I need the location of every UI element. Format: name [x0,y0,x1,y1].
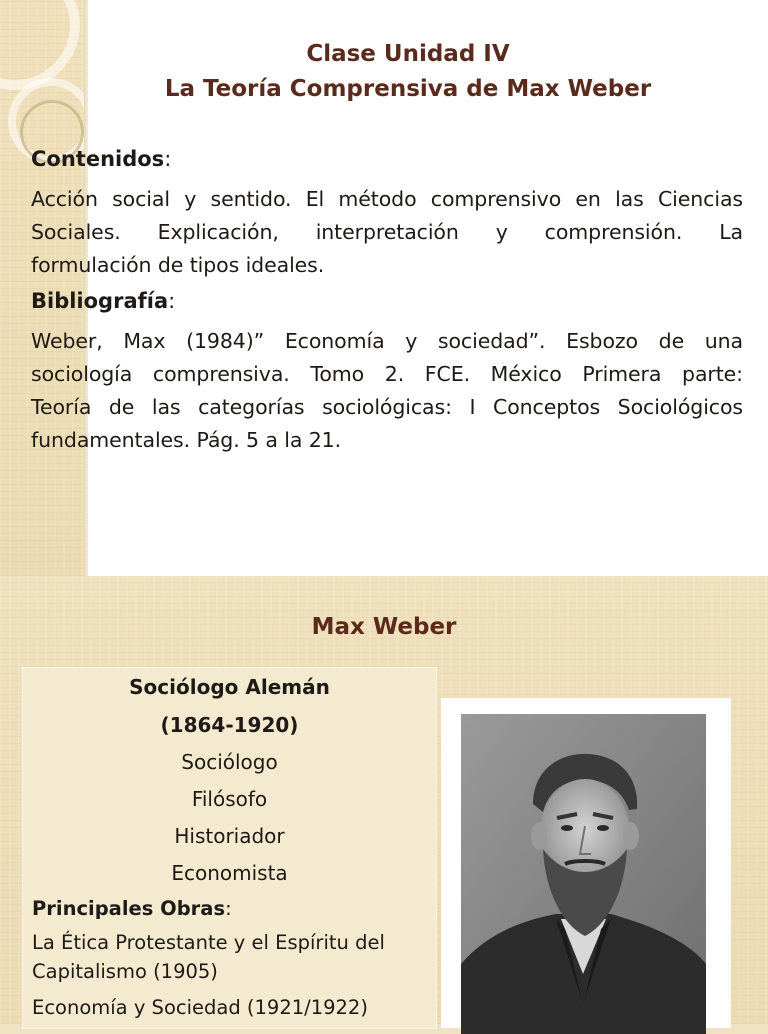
bibliografia-line: sociología comprensiva. Tomo 2. FCE. México Primera parte: [31,362,743,386]
bibliografia-line: Teoría de las categorías sociológicas: I Conceptos Sociológicos [31,395,743,419]
bibliografia-label: Bibliografía [31,289,169,313]
bibliografia-text [31,325,743,457]
biography-heading: Sociólogo Alemán [129,675,330,699]
contenidos-line: Sociales. Explicación, interpretación y comprensión. La [31,220,743,244]
slide-2 [0,576,768,1024]
bibliografia-line: Weber, Max (1984)” Economía y sociedad”. Esbozo de una [31,329,743,353]
role-item: Sociólogo [181,750,278,774]
slide-2-title: Max Weber [311,614,457,640]
portrait-frame [441,698,731,1028]
biography-box [22,667,437,1029]
contenidos-heading: Contenidos: [31,147,172,171]
slide-title-line-1: Clase Unidad IV [306,41,510,67]
obras-label: Principales Obras [32,897,226,920]
obra-item: La Ética Protestante y el Espíritu del Capitalismo (1905) [32,931,385,983]
role-item: Historiador [174,824,285,848]
contenidos-line: formulación de tipos ideales. [31,253,325,277]
role-item: Filósofo [191,787,268,811]
decorative-circle [0,0,80,90]
obras-heading: Principales Obras: [32,897,232,920]
bibliografia-line: fundamentales. Pág. 5 a la 21. [31,428,342,452]
contenidos-line: Acción social y sentido. El método comprensivo en las Ciencias [31,187,743,211]
contenidos-label: Contenidos [31,147,165,171]
portrait-image [461,714,706,1034]
biography-years: (1864-1920) [160,713,299,737]
slide-title-line-2: La Teoría Comprensiva de Max Weber [164,76,652,102]
contenidos-text [31,183,743,282]
max-weber-portrait [461,714,706,1034]
role-item: Economista [171,861,288,885]
obra-item: Economía y Sociedad (1921/1922) [32,996,368,1019]
bibliografia-heading: Bibliografía: [31,289,176,313]
